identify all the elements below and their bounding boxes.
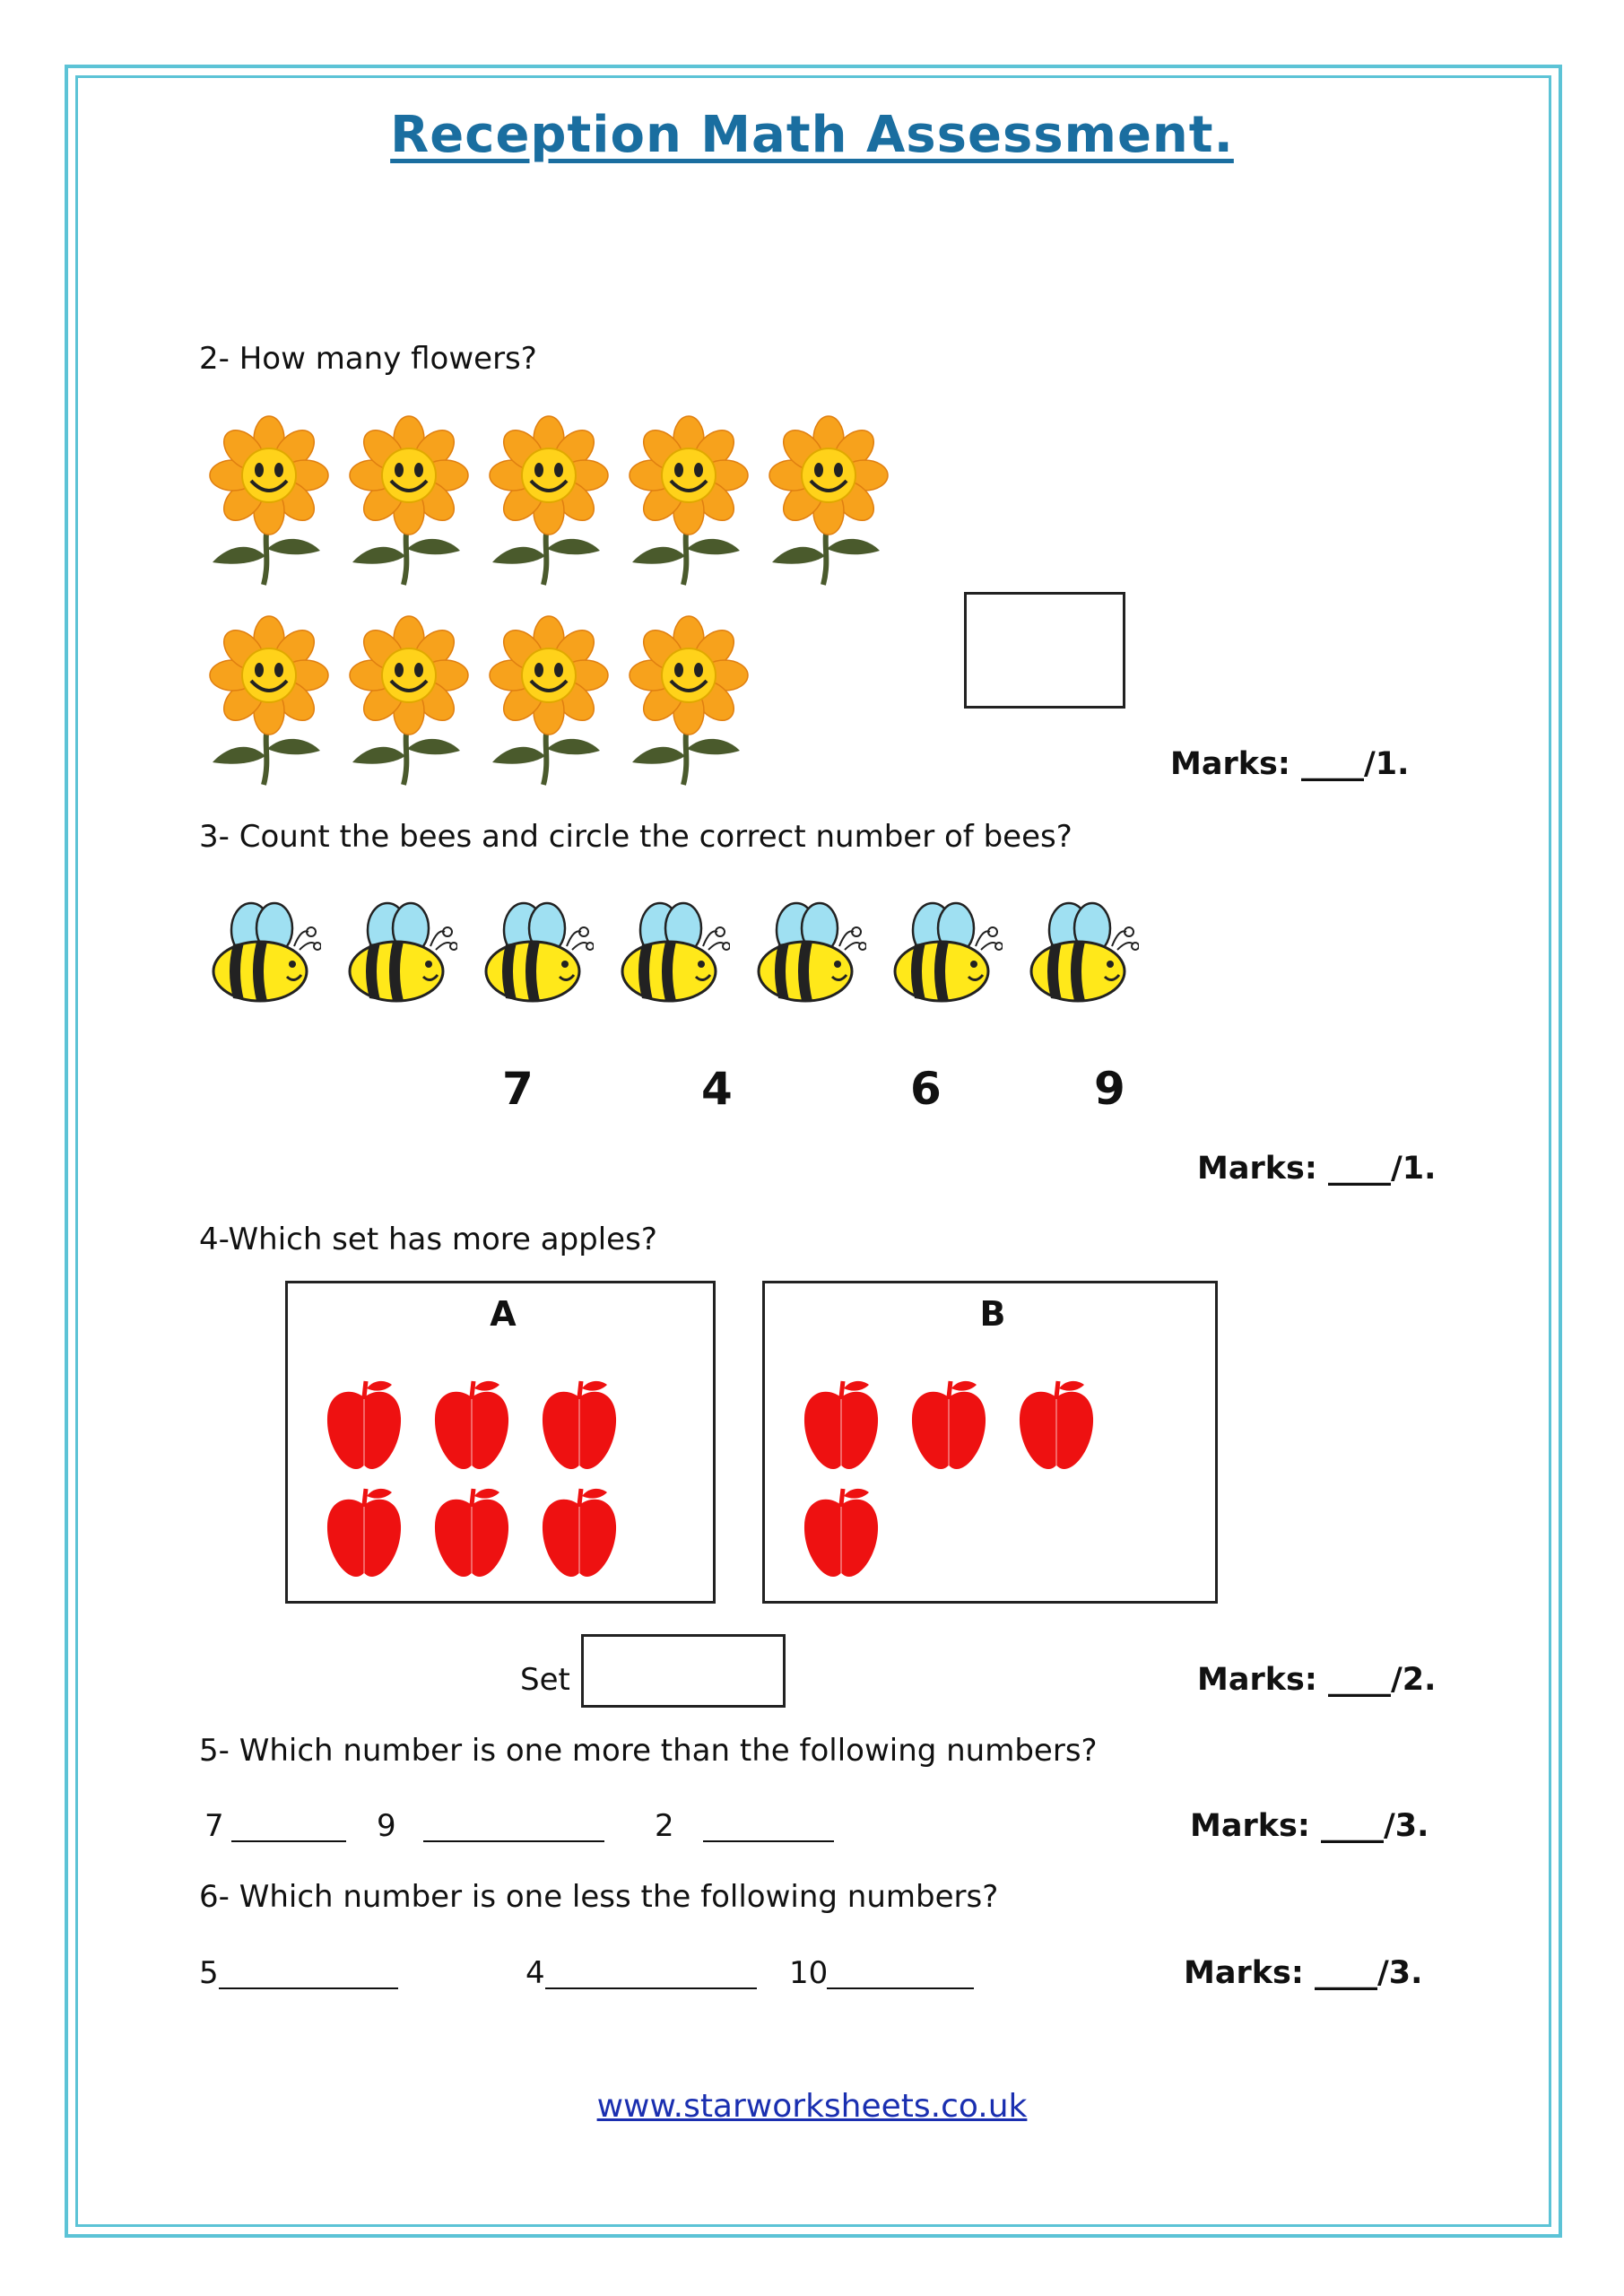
bee-icon <box>1022 901 1139 1004</box>
set-answer-prefix: Set <box>520 1662 570 1698</box>
apple-icon <box>431 1485 512 1579</box>
bee-icon <box>477 901 594 1004</box>
bee-icon <box>750 901 866 1004</box>
q6-number-3: 10 <box>789 1955 829 1991</box>
apple-icon <box>1016 1378 1097 1472</box>
bee-option-1[interactable]: 7 <box>502 1063 534 1115</box>
set-answer-box[interactable] <box>581 1634 786 1708</box>
question-4-marks: Marks: ____/2. <box>1197 1662 1437 1698</box>
flower-icon <box>619 414 758 589</box>
flower-answer-box[interactable] <box>964 592 1125 709</box>
bee-icon <box>613 901 730 1004</box>
flower-icon <box>199 614 338 789</box>
flower-icon <box>479 614 618 789</box>
bee-icon <box>886 901 1003 1004</box>
q6-answer-line-1[interactable] <box>219 1987 398 1989</box>
apple-icon <box>324 1378 404 1472</box>
q5-answer-line-3[interactable] <box>703 1840 834 1842</box>
question-3-marks: Marks: ____/1. <box>1197 1151 1437 1187</box>
question-5-marks: Marks: ____/3. <box>1190 1808 1429 1844</box>
apple-icon <box>539 1485 620 1579</box>
set-b-box <box>762 1281 1218 1604</box>
question-5-prompt: 5- Which number is one more than the following numbers? <box>199 1733 1098 1769</box>
set-b-label: B <box>979 1294 1006 1334</box>
bee-option-3[interactable]: 6 <box>910 1063 942 1115</box>
apple-icon <box>539 1378 620 1472</box>
question-6-prompt: 6- Which number is one less the following numbers? <box>199 1879 999 1915</box>
flower-icon <box>339 414 478 589</box>
flower-icon <box>759 414 898 589</box>
bee-option-4[interactable]: 9 <box>1094 1063 1125 1115</box>
apple-icon <box>908 1378 989 1472</box>
q5-answer-line-1[interactable] <box>231 1840 346 1842</box>
bee-option-2[interactable]: 4 <box>701 1063 733 1115</box>
flower-icon <box>619 614 758 789</box>
question-2-prompt: 2- How many flowers? <box>199 341 537 377</box>
question-6-marks: Marks: ____/3. <box>1184 1955 1423 1991</box>
flower-icon <box>479 414 618 589</box>
apple-icon <box>801 1485 881 1579</box>
q6-answer-line-3[interactable] <box>827 1987 974 1989</box>
set-a-box <box>285 1281 716 1604</box>
q6-number-2: 4 <box>525 1955 545 1991</box>
bee-icon <box>341 901 457 1004</box>
q5-number-1: 7 <box>204 1808 224 1844</box>
set-a-label: A <box>490 1294 517 1334</box>
q5-answer-line-2[interactable] <box>423 1840 604 1842</box>
bee-icon <box>204 901 321 1004</box>
q6-number-1: 5 <box>199 1955 219 1991</box>
page-title: Reception Math Assessment. <box>390 106 1234 164</box>
q6-answer-line-2[interactable] <box>545 1987 757 1989</box>
apple-icon <box>324 1485 404 1579</box>
q5-number-3: 2 <box>655 1808 674 1844</box>
question-3-prompt: 3- Count the bees and circle the correct number of bees? <box>199 819 1073 855</box>
flower-icon <box>339 614 478 789</box>
q5-number-2: 9 <box>377 1808 396 1844</box>
question-2-marks: Marks: ____/1. <box>1170 746 1410 782</box>
question-4-prompt: 4-Which set has more apples? <box>199 1222 657 1257</box>
footer-website-link[interactable]: www.starworksheets.co.uk <box>596 2088 1028 2125</box>
apple-icon <box>801 1378 881 1472</box>
flower-icon <box>199 414 338 589</box>
apple-icon <box>431 1378 512 1472</box>
